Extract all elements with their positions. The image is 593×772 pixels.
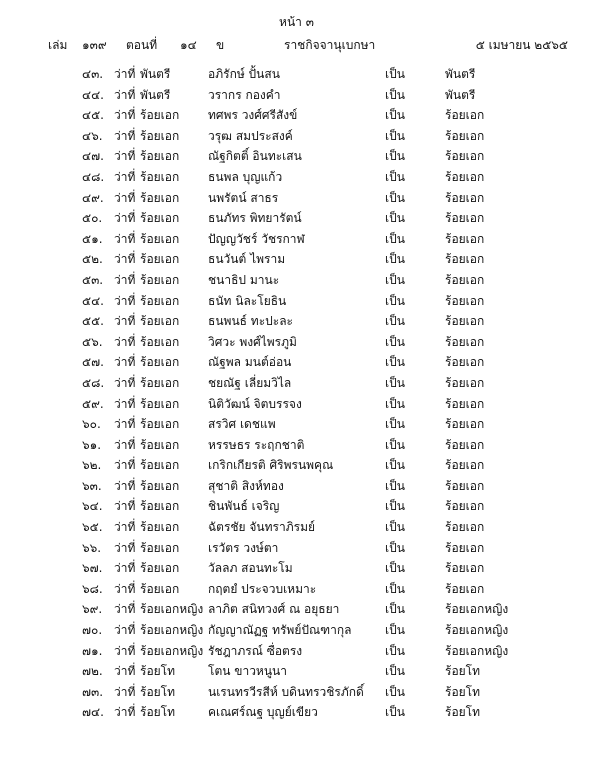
entry-rank: ร้อยเอก	[140, 149, 180, 164]
entry-name: สุชาติ สิงห์ทอง	[208, 478, 284, 493]
entry-new-rank: ร้อยเอก	[445, 108, 485, 123]
entry-new-rank: ร้อยเอก	[445, 128, 485, 143]
volume-label: เล่ม	[48, 38, 68, 52]
entry-verb: เป็น	[385, 87, 405, 102]
entry-name: วิศวะ พงศ์ไพรภูมิ	[208, 334, 297, 349]
entry-verb: เป็น	[385, 499, 405, 514]
entry-rank: ร้อยเอก	[140, 252, 180, 267]
entry-rank: ร้อยเอก	[140, 520, 180, 535]
list-item	[0, 538, 593, 559]
entry-rank: ร้อยเอก	[140, 581, 180, 596]
entry-name: ธนพนธ์ ทะปะละ	[208, 314, 293, 329]
entry-prefix: ว่าที่	[114, 334, 136, 349]
entry-rank: ร้อยโท	[140, 664, 176, 679]
entry-number: ๗๒.	[82, 664, 103, 679]
entry-rank: ร้อยเอก	[140, 128, 180, 143]
entry-new-rank: ร้อยเอก	[445, 314, 485, 329]
list-item	[0, 332, 593, 353]
entry-name: ชยณัฐ เลี่ยมวิไล	[208, 375, 292, 390]
entry-rank: ร้อยเอก	[140, 396, 180, 411]
issue-label: ตอนที่	[126, 38, 158, 52]
list-item	[0, 352, 593, 373]
entry-new-rank: ร้อยเอก	[445, 396, 485, 411]
entry-verb: เป็น	[385, 293, 405, 308]
entry-prefix: ว่าที่	[114, 231, 136, 246]
list-item	[0, 270, 593, 291]
entry-name: นเรนทรวีรสีห์ บดินทรวชิรภักดิ์	[208, 684, 364, 699]
entry-number: ๕๘.	[82, 375, 105, 390]
entry-prefix: ว่าที่	[114, 314, 136, 329]
entry-prefix: ว่าที่	[114, 643, 136, 658]
entry-name: ธนัท นิละโยธิน	[208, 293, 287, 308]
entry-number: ๗๓.	[82, 684, 104, 699]
list-item	[0, 476, 593, 497]
list-item	[0, 661, 593, 682]
entry-verb: เป็น	[385, 561, 405, 576]
entry-rank: ร้อยเอก	[140, 437, 180, 452]
entry-new-rank: ร้อยเอก	[445, 561, 485, 576]
entry-rank: ร้อยเอก	[140, 375, 180, 390]
entry-prefix: ว่าที่	[114, 540, 136, 555]
entry-new-rank: ร้อยเอก	[445, 478, 485, 493]
entry-prefix: ว่าที่	[114, 684, 136, 699]
entry-verb: เป็น	[385, 520, 405, 535]
entry-new-rank: ร้อยเอกหญิง	[445, 623, 509, 638]
entry-verb: เป็น	[385, 540, 405, 555]
entry-name: ลาภิต สนิทวงศ์ ณ อยุธยา	[208, 602, 340, 617]
entry-prefix: ว่าที่	[114, 602, 136, 617]
list-item	[0, 208, 593, 229]
entry-verb: เป็น	[385, 705, 405, 720]
list-item	[0, 702, 593, 723]
entry-number: ๖๘.	[82, 581, 103, 596]
entry-new-rank: ร้อยเอก	[445, 231, 485, 246]
entry-prefix: ว่าที่	[114, 190, 136, 205]
entry-new-rank: ร้อยเอก	[445, 293, 485, 308]
entry-prefix: ว่าที่	[114, 664, 136, 679]
publication-date: ๕ เมษายน ๒๕๖๕	[475, 38, 568, 52]
entry-prefix: ว่าที่	[114, 623, 136, 638]
entry-number: ๕๐.	[82, 211, 103, 226]
entry-prefix: ว่าที่	[114, 375, 136, 390]
entry-new-rank: ร้อยโท	[445, 705, 481, 720]
entry-name: ชนาธิป มานะ	[208, 272, 280, 287]
entry-name: หรรษธร ระฤกชาติ	[208, 437, 305, 452]
list-item	[0, 558, 593, 579]
entry-new-rank: ร้อยเอกหญิง	[445, 643, 509, 658]
entry-number: ๔๙.	[82, 190, 104, 205]
list-item	[0, 311, 593, 332]
list-item	[0, 620, 593, 641]
entry-number: ๖๒.	[82, 458, 102, 473]
list-item	[0, 414, 593, 435]
entry-verb: เป็น	[385, 458, 405, 473]
entry-new-rank: ร้อยเอก	[445, 540, 485, 555]
entry-prefix: ว่าที่	[114, 396, 136, 411]
list-item	[0, 394, 593, 415]
entry-verb: เป็น	[385, 623, 405, 638]
entry-new-rank: พันตรี	[445, 67, 476, 81]
entry-name: ชินพันธ์ เจริญ	[208, 499, 280, 514]
entry-new-rank: ร้อยเอก	[445, 252, 485, 267]
page-number-label: หน้า	[279, 15, 302, 29]
entry-rank: ร้อยเอก	[140, 190, 180, 205]
list-item	[0, 229, 593, 250]
entry-name: เรวัตร วงษ์ตา	[208, 540, 279, 555]
entry-verb: เป็น	[385, 602, 405, 617]
list-item	[0, 517, 593, 538]
entry-rank: ร้อยเอก	[140, 211, 180, 226]
entry-number: ๕๗.	[82, 355, 104, 370]
entry-name: นิติวัฒน์ จิตบรรจง	[208, 396, 302, 411]
entry-verb: เป็น	[385, 128, 405, 143]
entry-rank: ร้อยเอก	[140, 478, 180, 493]
entry-prefix: ว่าที่	[114, 499, 136, 514]
entry-new-rank: ร้อยเอก	[445, 190, 485, 205]
list-item	[0, 599, 593, 620]
entry-new-rank: ร้อยเอกหญิง	[445, 602, 509, 617]
entry-number: ๕๑.	[82, 231, 103, 246]
entry-name: เกริกเกียรติ ศิริพรนพคุณ	[208, 458, 334, 473]
entry-name: วรุฒ สมประสงค์	[208, 128, 293, 143]
list-item	[0, 373, 593, 394]
entry-rank: ร้อยเอก	[140, 108, 180, 123]
entry-rank: ร้อยเอก	[140, 169, 180, 184]
entry-new-rank: ร้อยเอก	[445, 417, 485, 432]
entry-rank: ร้อยเอก	[140, 314, 180, 329]
entry-number: ๕๔.	[82, 293, 104, 308]
entry-name: ณัฐกิตติ์ อินทะเสน	[208, 149, 302, 164]
entry-verb: เป็น	[385, 581, 405, 596]
entry-verb: เป็น	[385, 190, 405, 205]
entry-number: ๕๖.	[82, 334, 103, 349]
list-item	[0, 641, 593, 662]
list-item	[0, 435, 593, 456]
entry-number: ๔๖.	[82, 128, 103, 143]
entry-name: รัชฎาภรณ์ ซื่อตรง	[208, 643, 303, 658]
entry-new-rank: ร้อยโท	[445, 684, 481, 699]
entry-verb: เป็น	[385, 417, 405, 432]
entry-prefix: ว่าที่	[114, 108, 136, 123]
entry-verb: เป็น	[385, 334, 405, 349]
entry-new-rank: ร้อยเอก	[445, 355, 485, 370]
entry-prefix: ว่าที่	[114, 561, 136, 576]
entry-name: วัลลภ สอนทะโม	[208, 561, 293, 576]
entry-verb: เป็น	[385, 314, 405, 329]
entry-number: ๖๕.	[82, 520, 103, 535]
entry-prefix: ว่าที่	[114, 355, 136, 370]
entry-new-rank: ร้อยเอก	[445, 581, 485, 596]
entry-prefix: ว่าที่	[114, 272, 136, 287]
entry-number: ๔๘.	[82, 169, 105, 184]
entry-prefix: ว่าที่	[114, 458, 136, 473]
entry-verb: เป็น	[385, 231, 405, 246]
entry-new-rank: พันตรี	[445, 87, 476, 102]
entry-rank: ร้อยโท	[140, 684, 176, 699]
entry-name: ณัฐพล มนต์อ่อน	[208, 355, 292, 370]
entry-rank: ร้อยเอก	[140, 417, 180, 432]
entry-prefix: ว่าที่	[114, 520, 136, 535]
volume-number: ๑๓๙	[82, 38, 107, 52]
entry-new-rank: ร้อยเอก	[445, 520, 485, 535]
entry-name: ทศพร วงศ์ศรีสังข์	[208, 108, 298, 123]
entry-name: ธนวันต์ ไพราม	[208, 252, 286, 267]
entry-verb: เป็น	[385, 437, 405, 452]
entry-rank: ร้อยเอก	[140, 540, 180, 555]
entry-name: สรวิศ เดชแพ	[208, 417, 276, 432]
entry-verb: เป็น	[385, 272, 405, 287]
entry-new-rank: ร้อยโท	[445, 664, 481, 679]
entry-number: ๔๔.	[82, 87, 104, 102]
entry-prefix: ว่าที่	[114, 128, 136, 143]
gazette-title: ราชกิจจานุเบกษา	[284, 38, 376, 52]
entry-number: ๗๔.	[82, 705, 104, 720]
entry-name: คเณศร์ณฐ บุญย์เขียว	[208, 705, 318, 720]
entry-new-rank: ร้อยเอก	[445, 499, 485, 514]
entry-name: วรากร กองคำ	[208, 87, 281, 102]
entry-name: กัญญาณัฏฐ ทรัพย์ปัณฑากุล	[208, 623, 352, 638]
entry-number: ๖๑.	[82, 437, 102, 452]
entry-verb: เป็น	[385, 211, 405, 226]
entry-number: ๗๐.	[82, 623, 103, 638]
entry-number: ๕๕.	[82, 314, 104, 329]
entry-number: ๖๓.	[82, 478, 102, 493]
entry-prefix: ว่าที่	[114, 87, 136, 102]
entry-rank: ร้อยเอก	[140, 458, 180, 473]
list-item	[0, 64, 593, 85]
entry-name: โตน ขาวหนูนา	[208, 664, 287, 679]
entry-prefix: ว่าที่	[114, 252, 136, 267]
list-item	[0, 579, 593, 600]
entry-number: ๕๙.	[82, 396, 104, 411]
list-item	[0, 105, 593, 126]
entry-rank: พันตรี	[140, 67, 171, 81]
list-item	[0, 496, 593, 517]
entry-prefix: ว่าที่	[114, 437, 136, 452]
entry-new-rank: ร้อยเอก	[445, 272, 485, 287]
issue-section: ข	[216, 38, 225, 52]
entry-new-rank: ร้อยเอก	[445, 458, 485, 473]
entry-rank: ร้อยเอก	[140, 561, 180, 576]
entry-name: ปัญญวัชร์ วัชรกาฬ	[208, 231, 305, 246]
entry-rank: ร้อยเอก	[140, 272, 180, 287]
entry-rank: พันตรี	[140, 87, 171, 102]
entry-prefix: ว่าที่	[114, 293, 136, 308]
entry-name: ฉัตรชัย จันทราภิรมย์	[208, 520, 316, 535]
entry-rank: ร้อยเอก	[140, 499, 180, 514]
entry-verb: เป็น	[385, 643, 405, 658]
entry-new-rank: ร้อยเอก	[445, 149, 485, 164]
entry-number: ๖๗.	[82, 561, 103, 576]
entry-number: ๔๕.	[82, 108, 104, 123]
entry-prefix: ว่าที่	[114, 705, 136, 720]
entry-rank: ร้อยเอก	[140, 293, 180, 308]
list-item	[0, 682, 593, 703]
entry-new-rank: ร้อยเอก	[445, 211, 485, 226]
list-item	[0, 249, 593, 270]
entry-prefix: ว่าที่	[114, 211, 136, 226]
entry-prefix: ว่าที่	[114, 169, 136, 184]
entry-name: อภิรักษ์ ปั้นสน	[208, 67, 280, 81]
page-number	[0, 13, 593, 32]
gazette-header	[48, 36, 568, 52]
entry-verb: เป็น	[385, 169, 405, 184]
entry-prefix: ว่าที่	[114, 67, 136, 81]
entry-number: ๕๓.	[82, 272, 104, 287]
entry-new-rank: ร้อยเอก	[445, 334, 485, 349]
list-item	[0, 146, 593, 167]
entry-rank: ร้อยเอก	[140, 334, 180, 349]
entry-number: ๖๐.	[82, 417, 101, 432]
entry-new-rank: ร้อยเอก	[445, 169, 485, 184]
page-number-value: ๓	[305, 15, 314, 29]
entry-verb: เป็น	[385, 67, 405, 81]
entry-number: ๖๔.	[82, 499, 103, 514]
entry-number: ๗๑.	[82, 643, 103, 658]
entry-verb: เป็น	[385, 252, 405, 267]
entry-new-rank: ร้อยเอก	[445, 437, 485, 452]
entry-name: นพรัตน์ สาธร	[208, 190, 279, 205]
entry-number: ๔๗.	[82, 149, 104, 164]
entry-number: ๖๖.	[82, 540, 102, 555]
entry-new-rank: ร้อยเอก	[445, 375, 485, 390]
entry-verb: เป็น	[385, 355, 405, 370]
entry-number: ๖๙.	[82, 602, 103, 617]
entry-rank: ร้อยเอกหญิง	[140, 602, 204, 617]
entry-verb: เป็น	[385, 478, 405, 493]
entry-name: กฤตยํ ประจวบเหมาะ	[208, 581, 317, 596]
list-item	[0, 85, 593, 106]
appointment-list	[0, 64, 593, 723]
entry-number: ๕๒.	[82, 252, 103, 267]
entry-verb: เป็น	[385, 396, 405, 411]
entry-number: ๔๓.	[82, 67, 104, 81]
entry-prefix: ว่าที่	[114, 478, 136, 493]
list-item	[0, 167, 593, 188]
entry-rank: ร้อยเอก	[140, 355, 180, 370]
issue-number: ๑๔	[180, 38, 197, 52]
list-item	[0, 291, 593, 312]
entry-rank: ร้อยเอกหญิง	[140, 643, 204, 658]
entry-verb: เป็น	[385, 664, 405, 679]
entry-verb: เป็น	[385, 108, 405, 123]
list-item	[0, 455, 593, 476]
entry-name: ธนพล บุญแก้ว	[208, 169, 283, 184]
entry-prefix: ว่าที่	[114, 417, 136, 432]
list-item	[0, 188, 593, 209]
entry-rank: ร้อยเอกหญิง	[140, 623, 204, 638]
entry-verb: เป็น	[385, 149, 405, 164]
entry-rank: ร้อยโท	[140, 705, 176, 720]
entry-rank: ร้อยเอก	[140, 231, 180, 246]
entry-prefix: ว่าที่	[114, 581, 136, 596]
list-item	[0, 126, 593, 147]
entry-prefix: ว่าที่	[114, 149, 136, 164]
entry-name: ธนภัทร พิทยารัตน์	[208, 211, 302, 226]
entry-verb: เป็น	[385, 684, 405, 699]
entry-verb: เป็น	[385, 375, 405, 390]
